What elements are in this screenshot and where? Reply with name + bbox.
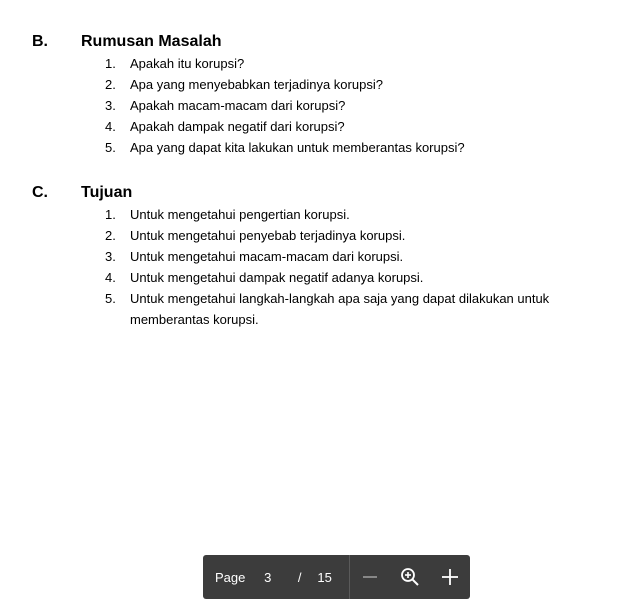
list-number: 2.	[105, 228, 116, 243]
list-item	[32, 225, 612, 246]
list-text: Apa yang dapat kita lakukan untuk memberantas korupsi?	[130, 140, 465, 155]
list-item	[32, 116, 612, 137]
list-text: Apakah dampak negatif dari korupsi?	[130, 119, 345, 134]
list-number: 2.	[105, 77, 116, 92]
section-letter: B.	[32, 33, 48, 50]
list-number: 4.	[105, 270, 116, 285]
list-text: Untuk mengetahui penyebab terjadinya korupsi.	[130, 228, 406, 243]
section-rumusan-masalah	[32, 31, 612, 158]
list-item	[32, 204, 612, 225]
section-title: Tujuan	[81, 184, 133, 201]
list-number: 1.	[105, 207, 116, 222]
list-item	[32, 137, 612, 158]
list-number: 5.	[105, 140, 116, 155]
list-item	[32, 288, 612, 330]
zoom-in-button[interactable]	[430, 555, 470, 599]
list-text: Untuk mengetahui macam-macam dari korupsi.	[130, 249, 404, 264]
list-number: 1.	[105, 56, 116, 71]
section-letter: C.	[32, 184, 48, 201]
list-item	[32, 53, 612, 74]
current-page-number[interactable]: 3	[264, 569, 272, 585]
list-item	[32, 74, 612, 95]
list-text: Untuk mengetahui langkah-langkah apa saja yang dapat dilakukan untuk memberantas korupsi.	[130, 291, 550, 327]
list-text: Apa yang menyebabkan terjadinya korupsi?	[130, 77, 383, 92]
list-item	[32, 267, 612, 288]
list-text: Apakah itu korupsi?	[130, 56, 245, 71]
total-pages: 15	[317, 569, 332, 585]
section-title: Rumusan Masalah	[81, 33, 222, 50]
list-text: Apakah macam-macam dari korupsi?	[130, 98, 346, 113]
list-text: Untuk mengetahui dampak negatif adanya korupsi.	[130, 270, 424, 285]
list-number: 4.	[105, 119, 116, 134]
page-navigation-toolbar	[203, 555, 470, 599]
list-item	[32, 246, 612, 267]
list-number: 3.	[105, 249, 116, 264]
list-item	[32, 95, 612, 116]
list-text: Untuk mengetahui pengertian korupsi.	[130, 207, 350, 222]
toolbar-divider	[349, 555, 350, 599]
numbered-list	[32, 204, 612, 330]
page-separator: /	[297, 569, 302, 585]
zoom-out-button[interactable]	[351, 555, 391, 599]
minus-icon	[362, 569, 378, 585]
section-heading	[32, 182, 612, 204]
zoom-fit-button[interactable]	[390, 555, 430, 599]
plus-icon	[441, 568, 459, 586]
page-label: Page	[215, 569, 246, 585]
list-number: 3.	[105, 98, 116, 113]
section-tujuan	[32, 182, 612, 330]
numbered-list	[32, 53, 612, 158]
section-heading	[32, 31, 612, 53]
list-number: 5.	[105, 291, 116, 306]
zoom-in-magnifier-icon	[400, 567, 420, 587]
